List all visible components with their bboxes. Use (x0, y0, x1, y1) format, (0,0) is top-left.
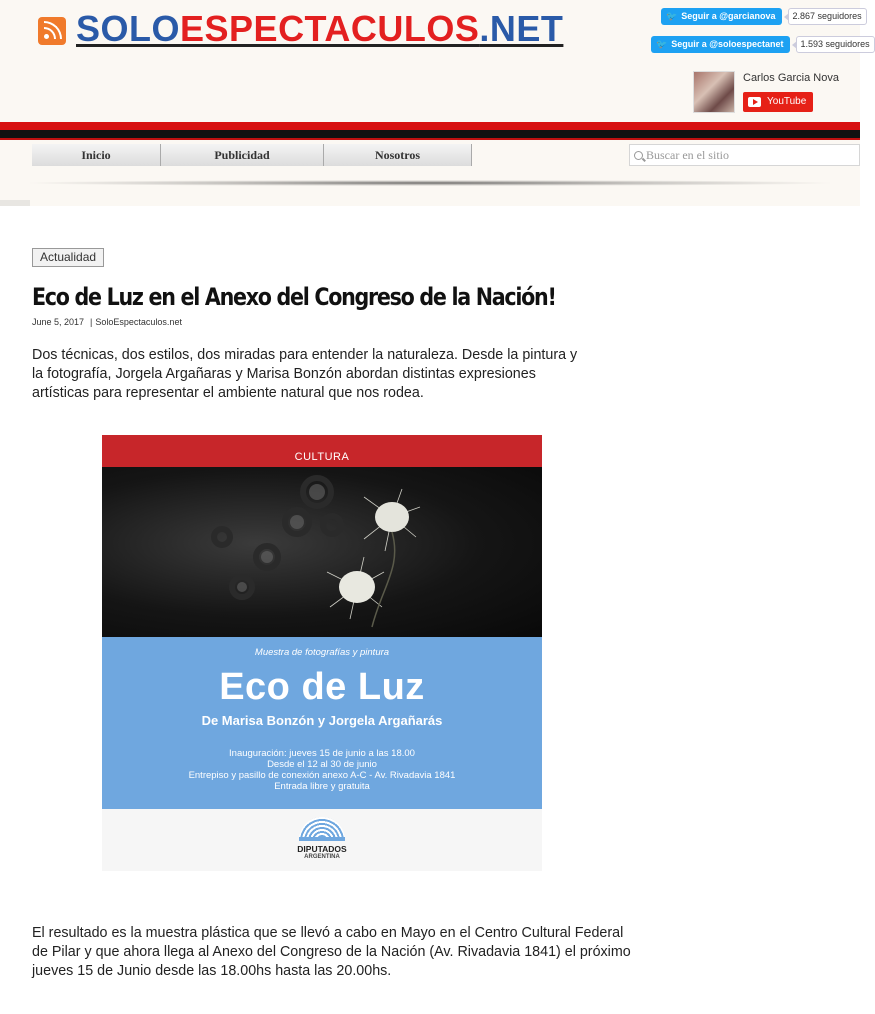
channel-avatar[interactable] (693, 71, 735, 113)
article-intro: Dos técnicas, dos estilos, dos miradas para entender la naturaleza. Desde la pintura y la fotografía, Jorgela Argañaras y Marisa Bonzón abordan distintas expresiones artísticas para representar el ambiente natural que nos rodea. (32, 347, 578, 401)
header-stripe-red (0, 122, 860, 130)
poster-band: CULTURA (102, 435, 542, 467)
youtube-channel-widget (693, 71, 839, 113)
channel-name[interactable]: Carlos Garcia Nova (743, 72, 839, 84)
main-navigation (0, 140, 860, 206)
event-poster (102, 435, 542, 871)
site-logo[interactable] (38, 8, 563, 50)
twitter-follower-count[interactable]: 1.593 seguidores (796, 36, 875, 53)
site-header (0, 0, 870, 122)
twitter-bird-icon: 🐦 (656, 39, 668, 49)
search-icon (634, 151, 643, 160)
article-body-paragraph: El resultado es la muestra plástica que se llevó a cabo en Mayo en el Centro Cultural Federal de Pilar y que ahora llega al Anexo del Congreso de la Nación (Av. Rivadavia 1841) el próximo jueves 15 de Junio desde las 18.00hs hasta las 20.00hs. (32, 925, 631, 979)
twitter-follow-label: Seguir a @garcianova (681, 11, 776, 21)
poster-detail-line: Desde el 12 al 30 de junio (267, 759, 377, 770)
article-title: Eco de Luz en el Anexo del Congreso de la Nación! (32, 283, 556, 311)
sidebar-edge (0, 200, 30, 206)
youtube-subscribe-button[interactable] (743, 92, 813, 112)
nav-item-publicidad[interactable]: Publicidad (161, 144, 324, 166)
youtube-label: YouTube (767, 96, 807, 107)
nav-item-nosotros[interactable]: Nosotros (324, 144, 472, 166)
twitter-follow-garcianova (661, 8, 867, 25)
poster-detail-line: Inauguración: jueves 15 de junio a las 18.00 (229, 748, 415, 759)
poster-photo (102, 467, 542, 637)
poster-logo-area (102, 809, 542, 871)
search-input[interactable] (629, 144, 860, 166)
search-placeholder: Buscar en el sitio (646, 147, 729, 162)
poster-authors: De Marisa Bonzón y Jorgela Argañarás (201, 713, 443, 728)
poster-subtitle: Muestra de fotografías y pintura (254, 647, 390, 658)
poster-detail-line: Entrada libre y gratuita (274, 781, 370, 792)
rss-icon[interactable] (38, 17, 66, 45)
twitter-follow-button[interactable] (651, 36, 790, 53)
nav-item-inicio[interactable]: Inicio (32, 144, 161, 166)
logo-solo: SOLO (76, 8, 181, 49)
twitter-follow-label: Seguir a @soloespectanet (671, 39, 784, 49)
article-date: June 5, 2017 (32, 317, 85, 327)
poster-title: Eco de Luz (219, 666, 425, 708)
nav-shadow (30, 180, 830, 186)
article-author[interactable]: SoloEspectaculos.net (95, 317, 182, 327)
nav-menu (32, 144, 472, 166)
twitter-bird-icon: 🐦 (666, 11, 678, 21)
header-stripe-black (0, 130, 860, 138)
poster-detail-line: Entrepiso y pasillo de conexión anexo A-C - Av. Rivadavia 1841 (188, 770, 456, 781)
category-tag[interactable]: Actualidad (32, 248, 104, 267)
twitter-follow-soloespectanet (651, 36, 875, 53)
diputados-logo-icon (299, 817, 345, 841)
poster-details (102, 748, 542, 792)
logo-text[interactable] (76, 8, 563, 50)
twitter-follower-count[interactable]: 2.867 seguidores (788, 8, 867, 25)
article-meta: June 5, 2017 | SoloEspectaculos.net (32, 317, 182, 327)
logo-net: .NET (479, 8, 564, 49)
youtube-play-icon (748, 97, 761, 107)
poster-logo-subtext: ARGENTINA (304, 854, 340, 860)
twitter-follow-button[interactable] (661, 8, 782, 25)
macro-photo-illustration (102, 467, 542, 637)
logo-espectaculos: ESPECTACULOS (180, 8, 480, 49)
poster-logo-text: DIPUTADOS (297, 844, 347, 854)
poster-info-panel (102, 637, 542, 809)
